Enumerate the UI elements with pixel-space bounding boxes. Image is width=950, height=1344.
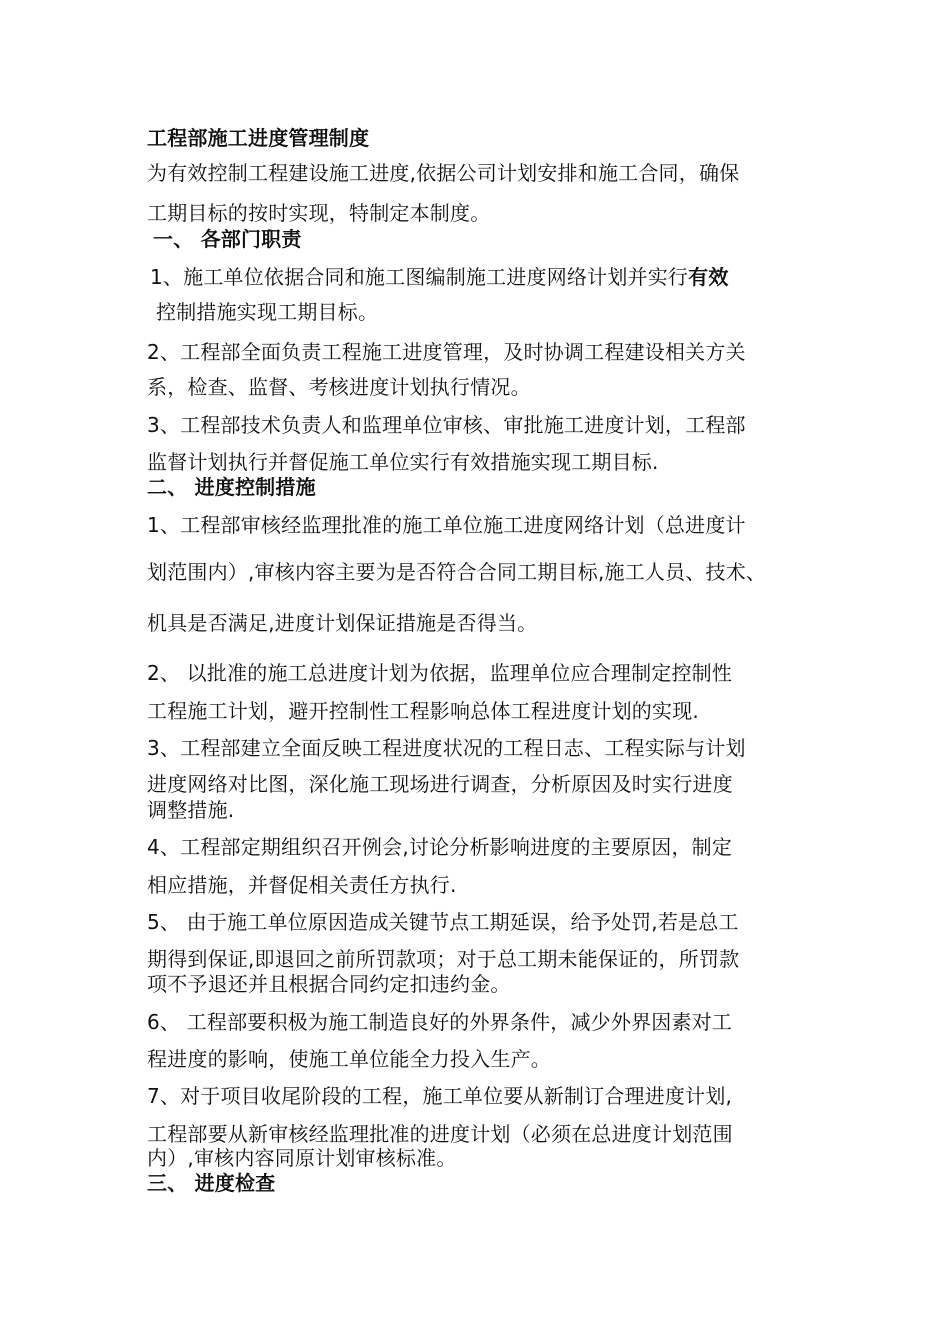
section2-item3-line3: 调整措施. (147, 798, 235, 822)
section2-item1-line1: 1、工程部审核经监理批准的施工单位施工进度网络计划（总进度计 (147, 513, 746, 537)
section2-item1-line2: 划范围内）,审核内容主要为是否符合合同工期目标,施工人员、技术、 (147, 560, 767, 584)
section1-item1-line1-bold: 有效 (688, 265, 729, 289)
section2-item1-line3: 机具是否满足,进度计划保证措施是否得当。 (147, 611, 538, 635)
section2-heading: 二、 进度控制措施 (147, 475, 316, 499)
section3-heading: 三、 进度检查 (147, 1171, 276, 1195)
section2-item7-line1: 7、对于项目收尾阶段的工程，施工单位要从新制订合理进度计划, (147, 1084, 733, 1108)
section1-item3-line1: 3、工程部技术负责人和监理单位审核、审批施工进度计划，工程部 (147, 413, 746, 437)
section2-item2-line2: 工程施工计划，避开控制性工程影响总体工程进度计划的实现. (147, 699, 699, 723)
section2-item4-line2: 相应措施，并督促相关责任方执行. (147, 873, 457, 897)
intro-line-2: 工期目标的按时实现，特制定本制度。 (147, 201, 491, 225)
section2-item3-line2: 进度网络对比图，深化施工现场进行调查，分析原因及时实行进度 (147, 772, 733, 796)
section2-item6-line2: 程进度的影响，使施工单位能全力投入生产。 (147, 1047, 551, 1071)
section1-item2-line1: 2、工程部全面负责工程施工进度管理，及时协调工程建设相关方关 (147, 340, 746, 364)
section2-item6-line1: 6、 工程部要积极为施工制造良好的外界条件，减少外界因素对工 (147, 1010, 733, 1034)
intro-line-1: 为有效控制工程建设施工进度,依据公司计划安排和施工合同，确保 (147, 161, 740, 185)
section2-item3-line1: 3、工程部建立全面反映工程进度状况的工程日志、工程实际与计划 (147, 736, 746, 760)
section2-item2-line1: 2、 以批准的施工总进度计划为依据，监理单位应合理制定控制性 (147, 661, 733, 685)
section1-item1-line1-text: 1、施工单位依据合同和施工图编制施工进度网络计划并实行 (150, 265, 689, 289)
section2-item7-line3: 内）,审核内容同原计划审核标准。 (147, 1146, 457, 1170)
section2-item5-line2: 期得到保证,即退回之前所罚款项；对于总工期未能保证的，所罚款 (147, 947, 740, 971)
section1-item1-line1 (150, 264, 729, 290)
section1-item2-line2: 系，检查、监督、考核进度计划执行情况。 (147, 375, 531, 399)
document-title: 工程部施工进度管理制度 (147, 126, 370, 150)
section1-heading: 一、 各部门职责 (153, 227, 302, 251)
section1-item3-line2: 监督计划执行并督促施工单位实行有效措施实现工期目标. (147, 450, 659, 474)
section1-item1-line2: 控制措施实现工期目标。 (156, 300, 379, 324)
section2-item5-line1: 5、 由于施工单位原因造成关键节点工期延误，给予处罚,若是总工 (147, 910, 739, 934)
section2-item4-line1: 4、工程部定期组织召开例会,讨论分析影响进度的主要原因，制定 (147, 835, 733, 859)
section2-item7-line2: 工程部要从新审核经监理批准的进度计划（必须在总进度计划范围 (147, 1122, 733, 1146)
section2-item5-line3: 项不予退还并且根据合同约定扣违约金。 (147, 972, 511, 996)
